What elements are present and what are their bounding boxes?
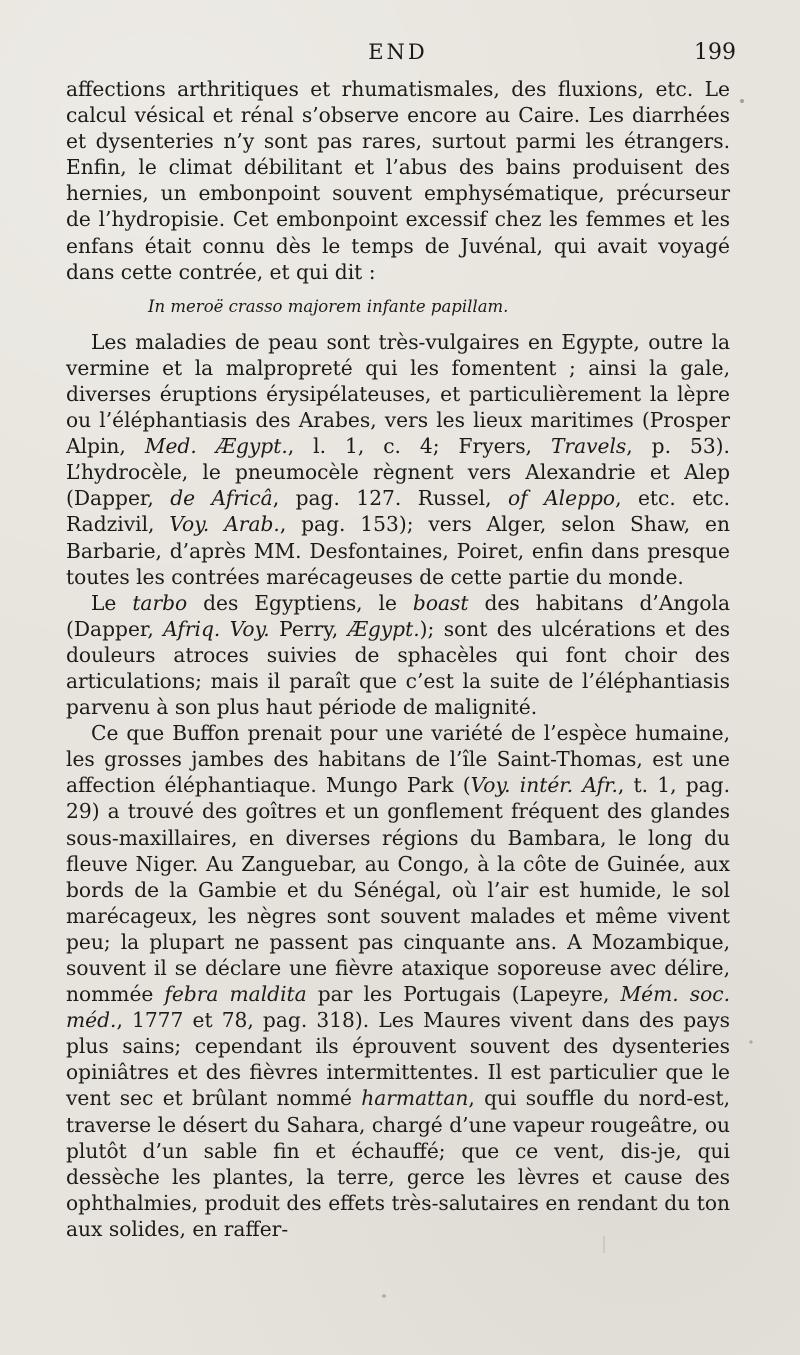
paragraph-2-text-a: Les maladies de peau sont très-vulgaires en Egypte, outre la vermine et la malpropreté qui les fomentent ; ainsi la gale, diverses éruptions érysipélateuses, et particulièrement la lèpre ou l’éléphantiasis des Arabes, vers les lieux maritimes (Prosper Alpin,: [66, 329, 730, 459]
citation-mem-soc-med: Mém. soc. méd.: [66, 982, 730, 1033]
paragraph-3-text-i: ); sont des ulcérations et des douleurs atroces suivies de sphacèles qui font choir des articulations; mais il paraît que c’est la suite de l’éléphantiasis parvenu à son plus haut période de malignité.: [66, 616, 730, 720]
ink-speck-bottom: [382, 1294, 386, 1298]
ink-speck-top-right: [740, 99, 744, 103]
paragraph-1: affections arthritiques et rhumatismales, des fluxions, etc. Le calcul vésical et rénal s’observe encore au Caire. Les diarrhées et dysenteries n’y sont pas rares, surtout parmi les étrangers. Enfin, le climat débilitant et l’abus des bains produisent des hernies, un embonpoint souvent emphysématique, précurseur de l’hydropisie. Cet embonpoint excessif chez les femmes et les enfans était connu dès le temps de Juvénal, qui avait voyagé dans cette contrée, et qui dit :: [66, 77, 730, 284]
paragraph-4-text-a: Ce que Buffon prenait pour une variété de l’espèce humaine, les grosses jambes des habitans de l’île Saint-Thomas, est une affection éléphantiaque. Mungo Park (: [66, 721, 730, 798]
paragraph-3-text-a: Le: [91, 590, 133, 615]
citation-de-africa: de Africâ: [170, 486, 273, 511]
term-harmattan: harmattan: [361, 1086, 469, 1111]
citation-afriq-voy: Afriq. Voy.: [163, 616, 270, 641]
paragraph-4-text-i: , qui souffle du nord-est, traverse le désert du Sahara, chargé d’une vapeur rougeâtre, ou plutôt d’un sable fin et échauffé; que ce vent, dis-je, qui dessèche les plantes, la terre, gerce les lèvres et cause des ophthalmies, produit des effets très-salutaires en rendant du ton aux solides, en raffer-: [66, 1086, 730, 1241]
citation-of-aleppo: of Aleppo: [508, 486, 616, 511]
paragraph-2: [66, 329, 730, 590]
paragraph-3-text-e: des habitans d’Angola (Dapper,: [66, 590, 730, 641]
term-boast: boast: [412, 590, 469, 615]
paragraph-2-text-k: , pag. 153); vers Alger, selon Shaw, en Barbarie, d’après MM. Desfontaines, Poiret, enfin dans presque toutes les contrées marécageuses de cette partie du monde.: [66, 512, 730, 589]
page-number: 199: [694, 40, 736, 65]
citation-med-aegypt: Med. Ægypt.: [144, 434, 288, 459]
page-text: [66, 76, 730, 1242]
running-title: END: [368, 40, 428, 64]
citation-voy-arab: Voy. Arab.: [169, 512, 280, 537]
running-header: [66, 38, 736, 72]
paragraph-4-text-c: , t. 1, pag. 29) a trouvé des goîtres et un gonflement fréquent des glandes sous-maxillaires, en diverses régions du Bambara, le long du fleuve Niger. Au Zanguebar, au Congo, à la côte de Guinée, aux bords de la Gambie et du Sénégal, où l’air est humide, le sol marécageux, les nègres sont souvent malades et même vivent peu; la plupart ne passent pas cinquante ans. A Mozambique, souvent il se déclare une fièvre ataxique soporeuse avec délire, nommée: [66, 773, 731, 1007]
paragraph-4: [66, 720, 730, 1242]
paragraph-2-text-c: , l. 1, c. 4; Fryers,: [287, 434, 551, 459]
paragraph-4-text-g: , 1777 et 78, pag. 318). Les Maures vivent dans des pays plus sains; cependant ils éprouvent souvent des dysenteries opiniâtres et des fièvres intermittentes. Il est particulier que le vent sec et brûlant nommé: [66, 1008, 730, 1111]
paragraph-2-text-i: , etc. etc. Radzivil,: [66, 486, 730, 537]
ink-speck-right: [749, 1040, 752, 1043]
term-tarbo: tarbo: [132, 590, 188, 615]
citation-aegypt: Ægypt.: [347, 616, 420, 641]
paragraph-3-text-g: Perry,: [269, 616, 348, 641]
citation-voy-interieur-afr: Voy. intér. Afr.: [470, 773, 618, 798]
latin-quotation: In meroë crasso majorem infante papillam.: [148, 296, 509, 316]
paragraph-2-text-g: , pag. 127. Russel,: [272, 486, 508, 511]
term-febra-maldita: febra maldita: [164, 982, 307, 1007]
citation-travels: Travels: [550, 434, 627, 459]
paragraph-3: [66, 590, 730, 720]
paragraph-4-text-e: par les Portugais (Lapeyre,: [306, 982, 621, 1007]
paragraph-3-text-c: des Egyptiens, le: [187, 590, 413, 615]
paragraph-2-text-e: , p. 53). L’hydrocèle, le pneumocèle règnent vers Alexandrie et Alep (Dapper,: [66, 434, 730, 511]
